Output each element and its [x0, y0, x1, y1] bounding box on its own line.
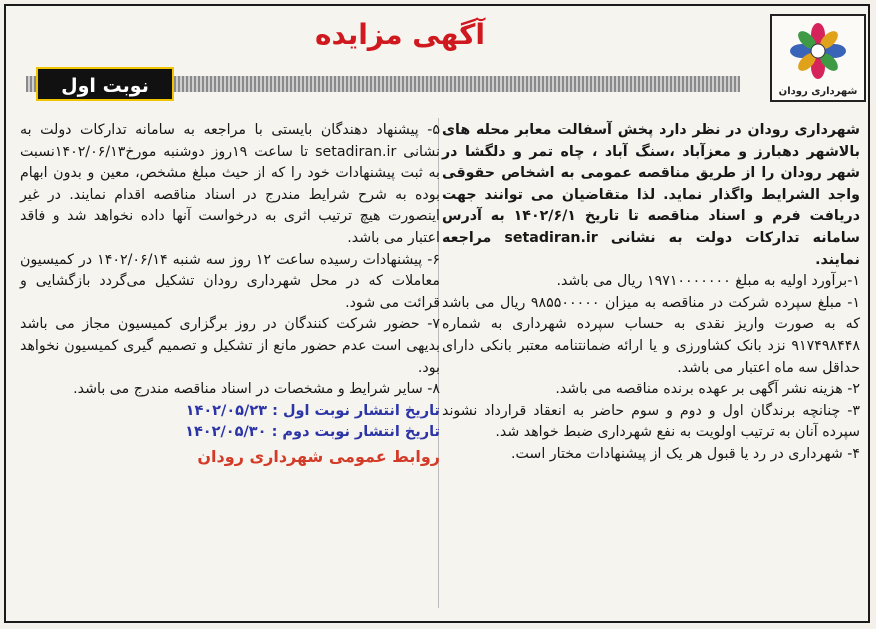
publish-date-first — [20, 401, 440, 423]
intro-paragraph: شهرداری رودان در نظر دارد پخش آسفالت معابر محله های بالاشهر دهبارز و معزآباد ،سنگ آباد ، چاه تمر و دلگشا در شهر رودان را از طریق مناقصه عمومی به اشخاص حقوقی واجد الشرایط واگذار نماید. لذا متقاضیان می توانند جهت دریافت فرم و اسناد مناقصه تا تاریخ ۱۴۰۲/۶/۱ به آدرس سامانه تدارکات دولت به نشانی setadiran.ir مراجعه نمایند. — [442, 122, 860, 268]
page-title: آگهی مزایده — [314, 18, 485, 51]
logo-caption: شهرداری رودان — [778, 86, 858, 97]
public-relations-signature: روابط عمومی شهرداری رودان — [197, 446, 440, 466]
flower-emblem-icon — [786, 22, 850, 80]
round-badge: نوبت اول — [36, 67, 174, 101]
clause-opening: ۶- پیشنهادات رسیده ساعت ۱۲ روز سه شنبه ۱۴۰۲/۰۶/۱۴ در کمیسیون معاملات که در محل شهرداری رودان تشکیل می‌گردد بازگشایی و قرائت می شود. — [20, 251, 440, 311]
clause-ad-cost: ۲- هزینه نشر آگهی بر عهده برنده مناقصه می باشد. — [555, 381, 860, 398]
publish-date-second — [20, 422, 440, 444]
right-column — [442, 120, 860, 466]
clause-rights: ۴- شهرداری در رد یا قبول هر یک از پیشنهادات مختار است. — [510, 445, 860, 462]
date-first-value: ۱۴۰۲/۰۵/۲۳ — [185, 402, 268, 419]
date-first-label: تاریخ انتشار نوبت اول : — [272, 402, 440, 419]
left-column — [20, 120, 440, 468]
clause-estimate: ۱-برآورد اولیه به مبلغ ۱۹۷۱۰۰۰۰۰۰۰ ریال می باشد. — [556, 273, 860, 290]
municipality-logo — [770, 14, 866, 102]
date-second-label: تاریخ انتشار نوبت دوم : — [271, 424, 440, 441]
clause-other: ۸- سایر شرایط و مشخصات در اسناد مناقصه مندرج می باشد. — [73, 381, 440, 398]
clause-winners: ۳- چنانچه برندگان اول و دوم و سوم حاضر به انعقاد قرارداد نشوند سپرده آنان به ترتیب اولویت به نفع شهرداری ضبط خواهد شد. — [442, 402, 860, 441]
clause-submission: ۵- پیشنهاد دهندگان بایستی با مراجعه به سامانه تدارکات دولت به نشانی setadiran.ir تا ساعت ۱۹روز دوشنبه مورخ۱۴۰۲/۰۶/۱۳نسبت به ثبت پیشنهادات خود را که از حیث مبلغ مشخص، معین و بدون ابهام بوده به شرح شرایط مندرج در اسناد مناقصه اقدام نمایند. در غیر اینصورت هیچ ترتیب اثری به درخواست آنها داده نخواهد شد و فاقد اعتبار می باشد. — [20, 122, 440, 246]
clause-attendance: ۷- حضور شرکت کنندگان در روز برگزاری کمیسیون مجاز می باشد بدیهی است عدم حضور مانع از تشکیل و تصمیم گیری کمیسیون نخواهد بود. — [20, 316, 440, 376]
date-second-value: ۱۴۰۲/۰۵/۳۰ — [185, 424, 267, 441]
clause-deposit: ۱- مبلغ سپرده شرکت در مناقصه به میزان ۹۸۵۵۰۰۰۰۰ ریال می باشد که به صورت واریز نقدی به حساب سپرده شهرداری به شماره ۹۱۷۴۹۸۴۴۸ نزد بانک کشاورزی و یا ارائه ضمانتنامه معتبر بانکی دارای حداقل سه ماه اعتبار می باشد. — [442, 294, 860, 376]
